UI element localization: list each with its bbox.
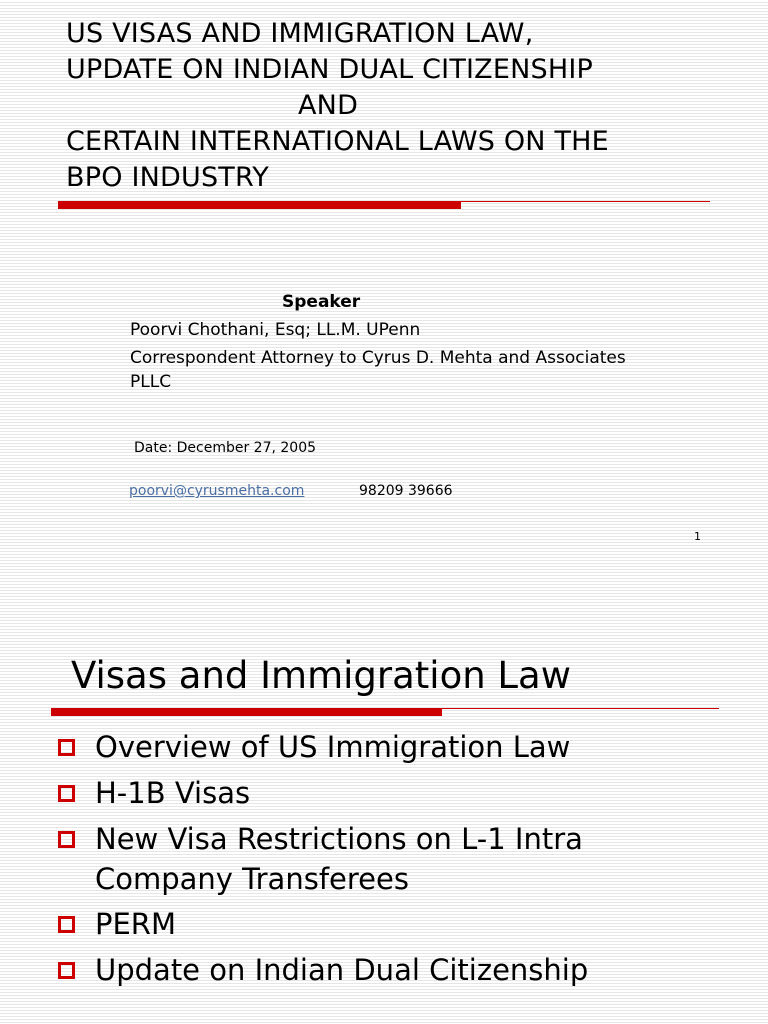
square-bullet-icon	[58, 739, 75, 756]
speaker-heading: Speaker	[282, 292, 361, 312]
bullet-item: Update on Indian Dual Citizenship	[58, 950, 588, 990]
phone-number: 98209 39666	[359, 483, 453, 499]
title-line: BPO INDUSTRY	[66, 162, 269, 193]
square-bullet-icon	[58, 831, 75, 848]
slide-title	[66, 16, 609, 196]
square-bullet-icon	[58, 785, 75, 802]
slide-title: Visas and Immigration Law	[71, 654, 571, 697]
title-line: UPDATE ON INDIAN DUAL CITIZENSHIP	[66, 54, 594, 85]
title-line: CERTAIN INTERNATIONAL LAWS ON THE	[66, 126, 609, 157]
title-underline-thin	[442, 708, 719, 709]
title-line: US VISAS AND IMMIGRATION LAW,	[66, 18, 534, 49]
page-number: 1	[694, 530, 701, 543]
square-bullet-icon	[58, 962, 75, 979]
speaker-role-cont: PLLC	[130, 372, 172, 392]
content-slide	[0, 640, 768, 1024]
title-underline-thin	[461, 201, 710, 202]
email-link[interactable]: poorvi@cyrusmehta.com	[129, 483, 305, 499]
bullet-item: H-1B Visas	[58, 773, 250, 813]
bullet-item: New Visa Restrictions on L-1 Intra Company Transferees	[58, 819, 583, 899]
bullet-item: Overview of US Immigration Law	[58, 727, 570, 767]
title-line: AND	[298, 90, 359, 121]
speaker-name: Poorvi Chothani, Esq; LL.M. UPenn	[130, 320, 421, 340]
date-text: Date: December 27, 2005	[134, 440, 317, 456]
square-bullet-icon	[58, 916, 75, 933]
title-underline-thick	[51, 708, 442, 716]
bullet-item: PERM	[58, 904, 176, 944]
title-underline-thick	[58, 201, 461, 209]
speaker-role: Correspondent Attorney to Cyrus D. Mehta and Associates	[130, 348, 626, 368]
